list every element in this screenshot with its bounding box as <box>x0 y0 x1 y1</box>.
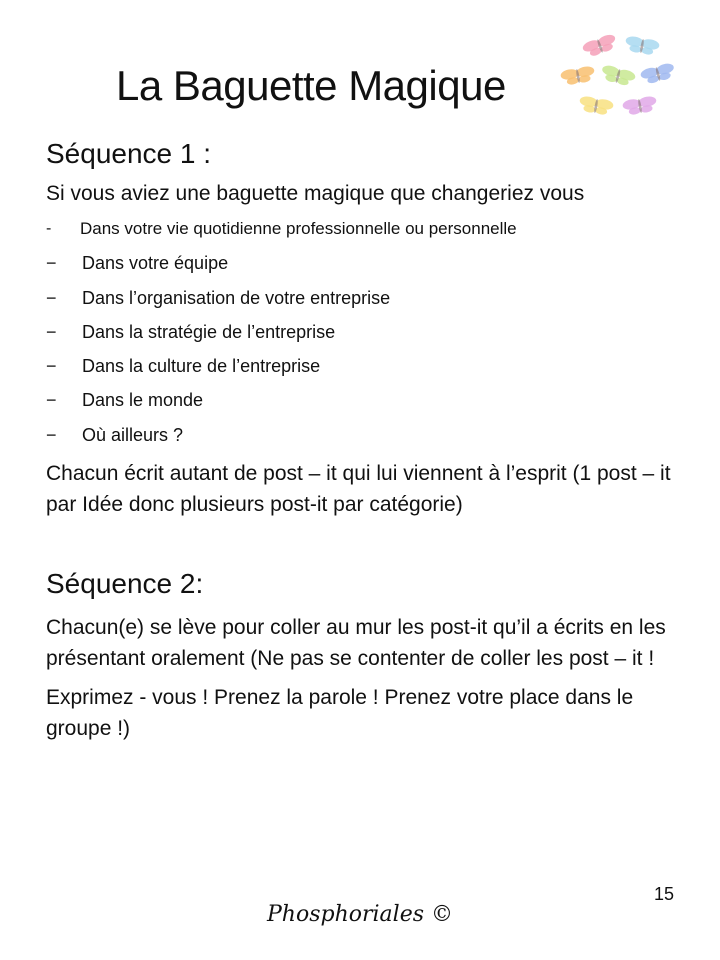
sequence-1-instruction: Chacun écrit autant de post – it qui lui viennent à l’esprit (1 post – it par Idée donc plusieurs post-it par catégorie) <box>46 462 671 517</box>
list-item-text: Dans votre équipe <box>82 253 229 274</box>
sequence-2-instruction: Chacun(e) se lève pour coller au mur les post-it qu’il a écrits en les présentant oralement (Ne pas se contenter de coller les post – it ! <box>46 616 666 671</box>
list-item-text: Où ailleurs ? <box>82 424 184 445</box>
list-item-text: Dans la culture de l’entreprise <box>82 356 321 377</box>
sequence-1-intro: Si vous aviez une baguette magique que changeriez vous <box>46 182 585 205</box>
list-item <box>46 252 686 286</box>
list-item <box>46 218 686 252</box>
list-bullet: − <box>46 390 57 411</box>
list-item <box>46 389 686 423</box>
butterfly-icon <box>622 95 658 116</box>
butterfly-icon <box>578 95 614 116</box>
list-item <box>46 424 686 458</box>
sequence-2-heading: Séquence 2: <box>46 568 204 600</box>
list-bullet: − <box>46 356 57 377</box>
butterfly-icon <box>600 64 637 88</box>
list-item-text: Dans votre vie quotidienne professionnelle ou personnelle <box>80 219 517 238</box>
list-bullet: − <box>46 253 57 274</box>
list-bullet: − <box>46 424 57 445</box>
page-number: 15 <box>654 884 675 904</box>
list-item-text: Dans le monde <box>82 390 204 411</box>
list-item <box>46 287 686 321</box>
butterfly-icon <box>640 62 677 86</box>
list-item <box>46 355 686 389</box>
sequence-2-encouragement: Exprimez - vous ! Prenez la parole ! Prenez votre place dans le groupe !) <box>46 686 634 741</box>
list-item <box>46 321 686 355</box>
footer-brand: Phosphoriales © <box>266 902 453 927</box>
list-item-text: Dans la stratégie de l’entreprise <box>82 321 336 342</box>
change-areas-list <box>46 218 686 458</box>
list-bullet: - <box>46 220 52 237</box>
list-bullet: − <box>46 287 57 308</box>
list-bullet: − <box>46 321 57 342</box>
butterfly-icon <box>581 33 618 59</box>
slide-title: La Baguette Magique <box>116 62 506 109</box>
butterflies-logo-icon <box>556 30 696 126</box>
butterfly-icon <box>560 65 596 86</box>
butterfly-icon <box>624 35 660 56</box>
sequence-1-heading: Séquence 1 : <box>46 138 212 169</box>
slide-content <box>46 138 686 744</box>
list-item-text: Dans l’organisation de votre entreprise <box>82 287 391 308</box>
